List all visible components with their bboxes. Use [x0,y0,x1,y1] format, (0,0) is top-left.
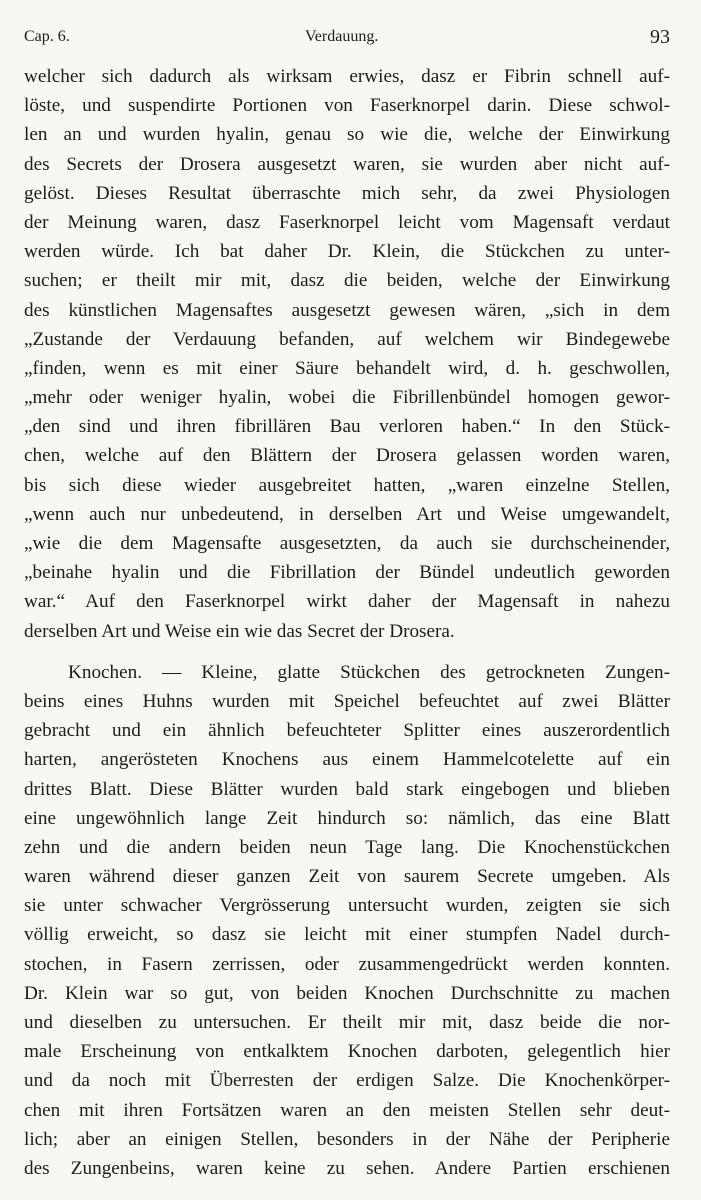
paragraph [24,62,670,646]
text-line: der Meinung waren, dasz Faserknorpel leicht vom Magensaft verdaut [24,211,670,233]
text-line: bis sich diese wieder ausgebreitet hatten, „waren einzelne Stellen, [24,474,670,496]
paragraph [24,658,670,1183]
text-line: zehn und die andern beiden neun Tage lang. Die Knochenstückchen [24,836,670,858]
text-line: des künstlichen Magensaftes ausgesetzt gewesen wären, „sich in dem [24,299,670,321]
paragraph-gap [24,646,670,658]
text-line: suchen; er theilt mir mit, dasz die beiden, welche der Einwirkung [24,270,670,292]
running-header [24,28,670,58]
text-line: werden würde. Ich bat daher Dr. Klein, die Stückchen zu unter- [24,241,670,263]
text-line: chen mit ihren Fortsätzen waren an den meisten Stellen sehr deut- [24,1099,670,1121]
body-text [24,62,670,1183]
text-line: des Secrets der Drosera ausgesetzt waren, sie wurden aber nicht auf- [24,153,670,175]
text-line: sie unter schwacher Vergrösserung untersucht wurden, zeigten sie sich [24,895,670,917]
text-line: gebracht und ein ähnlich befeuchteter Splitter eines auszerordentlich [24,720,670,742]
page-number: 93 [650,26,670,48]
text-line: „finden, wenn es mit einer Säure behandelt wird, d. h. geschwollen, [24,357,670,379]
text-line: welcher sich dadurch als wirksam erwies, dasz er Fibrin schnell auf- [24,66,670,87]
text-line: Dr. Klein war so gut, von beiden Knochen Durchschnitte zu machen [24,982,670,1004]
text-line: völlig erweicht, so dasz sie leicht mit einer stumpfen Nadel durch- [24,924,670,946]
text-line: eine ungewöhnlich lange Zeit hindurch so: nämlich, das eine Blatt [24,807,670,829]
text-line: und da noch mit Überresten der erdigen Salze. Die Knochenkörper- [24,1070,670,1092]
text-line: „beinahe hyalin und die Fibrillation der Bündel undeutlich geworden [24,562,670,584]
text-line: waren während dieser ganzen Zeit von saurem Secrete umgeben. Als [24,866,670,888]
text-line: derselben Art und Weise ein wie das Secret der Drosera. [24,620,455,642]
text-line: „wie die dem Magensafte ausgesetzten, da auch sie durchscheinender, [24,533,670,554]
text-line: des Zungenbeins, waren keine zu sehen. Andere Partien erschienen [24,1157,670,1179]
text-line: „wenn auch nur unbedeutend, in derselben Art und Weise umgewandelt, [24,503,670,525]
text-line: war.“ Auf den Faserknorpel wirkt daher der Magensaft in nahezu [24,591,670,613]
text-line: harten, angerösteten Knochens aus einem Hammelcotelette auf ein [24,749,670,771]
text-line: gelöst. Dieses Resultat überraschte mich sehr, da zwei Physiologen [24,182,670,204]
chapter-label: Cap. 6. [24,28,70,45]
text-line: „Zustande der Verdauung befanden, auf welchem wir Bindegewebe [24,328,670,350]
text-line: „mehr oder weniger hyalin, wobei die Fibrillenbündel homogen gewor- [24,387,670,409]
text-line: Knochen. — Kleine, glatte Stückchen des getrockneten Zungen- [68,661,670,683]
text-line: stochen, in Fasern zerrissen, oder zusammengedrückt werden konnten. [24,953,670,975]
text-line: drittes Blatt. Diese Blätter wurden bald stark eingebogen und blieben [24,778,670,800]
text-line: male Erscheinung von entkalktem Knochen darboten, gelegentlich hier [24,1041,670,1063]
text-line: löste, und suspendirte Portionen von Faserknorpel darin. Diese schwol- [24,95,670,117]
running-title: Verdauung. [305,28,379,45]
text-line: len an und wurden hyalin, genau so wie die, welche der Einwirkung [24,124,670,146]
text-line: chen, welche auf den Blättern der Drosera gelassen worden waren, [24,445,670,467]
text-line: lich; aber an einigen Stellen, besonders in der Nähe der Peripherie [24,1128,670,1150]
text-line: „den sind und ihren fibrillären Bau verloren haben.“ In den Stück- [24,416,670,438]
text-line: beins eines Huhns wurden mit Speichel befeuchtet auf zwei Blätter [24,690,670,712]
text-line: und dieselben zu untersuchen. Er theilt mir mit, dasz beide die nor- [24,1012,670,1033]
